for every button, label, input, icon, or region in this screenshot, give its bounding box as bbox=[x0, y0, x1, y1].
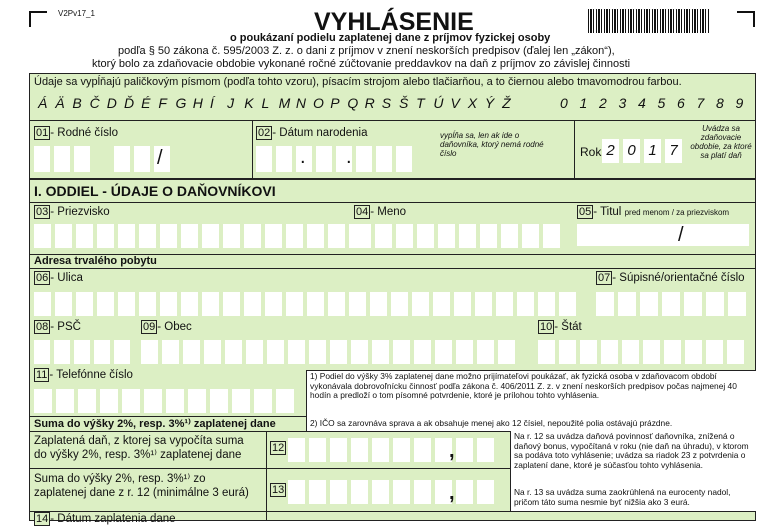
char-box[interactable] bbox=[417, 224, 434, 248]
char-box[interactable] bbox=[477, 480, 494, 504]
char-box[interactable] bbox=[244, 292, 261, 316]
sample-char: Š bbox=[398, 95, 409, 111]
surname-label: 03 - Priezvisko bbox=[36, 206, 110, 218]
char-box[interactable] bbox=[393, 480, 410, 504]
alphabet-sample bbox=[38, 95, 519, 113]
char-box[interactable] bbox=[330, 340, 347, 364]
char-box[interactable] bbox=[74, 146, 90, 172]
char-box[interactable] bbox=[640, 292, 658, 316]
footnote-1: 1) Podiel do výšky 3% zaplatenej dane možno prijímateľovi poukázať, ak fyzická osoba v zdaňovacom období vykonávala dobrovoľnícku činnosť podľa zákona č. 406/2011 Z. z. v znení neskorších predpisov počas najmenej 40 hodín a predloží o tom písomné potvrdenie, ktoré je prílohou tohto vyhlásenia. bbox=[310, 371, 737, 401]
char-box[interactable] bbox=[139, 224, 156, 248]
birth-date-field[interactable] bbox=[256, 146, 432, 172]
row12-comma: , bbox=[449, 440, 455, 462]
char-box[interactable] bbox=[435, 340, 452, 364]
sample-char: 8 bbox=[716, 95, 724, 111]
title-slash: / bbox=[678, 224, 684, 246]
house-number-field[interactable] bbox=[596, 292, 752, 316]
sample-char: T bbox=[416, 95, 425, 111]
sample-char: L bbox=[261, 95, 270, 111]
char-box[interactable] bbox=[166, 389, 184, 413]
address-heading: Adresa trvalého pobytu bbox=[34, 255, 157, 267]
char-box[interactable] bbox=[309, 438, 326, 462]
country-field[interactable] bbox=[538, 340, 752, 364]
char-box[interactable] bbox=[160, 224, 177, 248]
char-box[interactable] bbox=[134, 146, 150, 172]
char-box[interactable] bbox=[288, 438, 305, 462]
char-box[interactable] bbox=[276, 389, 294, 413]
char-box[interactable] bbox=[97, 224, 114, 248]
sample-char: Ä bbox=[55, 95, 65, 111]
char-box[interactable] bbox=[475, 292, 492, 316]
year-note: Uvádza sa zdaňovacie obdobie, za ktoré sa platí daň bbox=[690, 124, 752, 160]
char-box[interactable] bbox=[728, 292, 746, 316]
char-box[interactable] bbox=[664, 340, 681, 364]
char-box[interactable] bbox=[162, 340, 179, 364]
char-box[interactable] bbox=[286, 224, 303, 248]
sum-heading: Suma do výšky 2%, resp. 3%¹⁾ zaplatenej dane bbox=[34, 418, 276, 430]
char-box[interactable] bbox=[684, 292, 702, 316]
form-subtitle: o poukázaní podielu zaplatenej dane z príjmov fyzickej osoby bbox=[230, 32, 551, 44]
char-box[interactable] bbox=[643, 340, 660, 364]
sample-char: B bbox=[72, 95, 82, 111]
note-row12: Na r. 12 sa uvádza daňová povinnosť daňovníka, znížená o daňový bonus, vypočítaná v roku (nie daň na úhradu), v ktorom sa podáva toto vyhlásenie; uvádza sa riadok 23 z potvrdenia o zaplatení dane, ktoré je súčasťou tohto vyhlásenia. bbox=[514, 431, 749, 470]
sample-char: X bbox=[467, 95, 478, 111]
house-number-label: 07 - Súpisné/orientačné číslo bbox=[598, 272, 745, 284]
birth-number-field[interactable] bbox=[34, 146, 244, 172]
char-box[interactable] bbox=[456, 438, 473, 462]
char-box[interactable] bbox=[580, 340, 597, 364]
title-field[interactable] bbox=[577, 224, 749, 246]
birth-number-slash: / bbox=[157, 147, 163, 169]
char-box[interactable] bbox=[56, 389, 74, 413]
char-box[interactable] bbox=[538, 292, 555, 316]
char-box[interactable] bbox=[354, 224, 371, 248]
phone-label: 11 - Telefónne číslo bbox=[36, 369, 133, 381]
year-label: Rok bbox=[580, 145, 602, 159]
char-box[interactable] bbox=[54, 146, 70, 172]
char-box[interactable] bbox=[76, 292, 93, 316]
char-box[interactable] bbox=[480, 224, 497, 248]
sample-char: Q bbox=[347, 95, 359, 111]
char-box[interactable] bbox=[34, 292, 51, 316]
char-box[interactable] bbox=[55, 224, 72, 248]
char-box[interactable] bbox=[706, 292, 724, 316]
char-box[interactable] bbox=[160, 292, 177, 316]
surname-field[interactable] bbox=[34, 224, 370, 248]
sample-char: Ď bbox=[123, 95, 135, 111]
char-box[interactable] bbox=[256, 146, 272, 172]
char-box[interactable] bbox=[559, 340, 576, 364]
char-box[interactable] bbox=[97, 292, 114, 316]
char-box[interactable] bbox=[414, 438, 431, 462]
char-box[interactable] bbox=[438, 224, 455, 248]
char-box[interactable] bbox=[232, 389, 250, 413]
row13-label: Suma do výšky 2%, resp. 3%¹⁾ zo zaplatenej dane z r. 12 (minimálne 3 eurá) bbox=[34, 473, 249, 499]
char-box[interactable] bbox=[596, 292, 614, 316]
city-label: 09 - Obec bbox=[143, 321, 192, 333]
char-box[interactable] bbox=[456, 480, 473, 504]
date-dot-2: . bbox=[346, 146, 352, 168]
char-box[interactable] bbox=[414, 340, 431, 364]
sample-char: R bbox=[364, 95, 375, 111]
char-box[interactable] bbox=[225, 340, 242, 364]
char-box[interactable] bbox=[351, 438, 368, 462]
char-box[interactable] bbox=[459, 224, 476, 248]
char-box[interactable] bbox=[559, 292, 576, 316]
row12-amount-field[interactable] bbox=[288, 438, 506, 462]
char-box[interactable] bbox=[376, 146, 392, 172]
char-box[interactable] bbox=[74, 340, 90, 364]
char-box[interactable] bbox=[396, 224, 413, 248]
sample-char: Ý bbox=[484, 95, 495, 111]
first-name-label: 04 - Meno bbox=[356, 206, 407, 218]
char-box[interactable] bbox=[396, 146, 412, 172]
year-field[interactable] bbox=[602, 139, 686, 163]
char-box[interactable] bbox=[254, 389, 272, 413]
postal-code-field[interactable] bbox=[34, 340, 134, 364]
birth-date-note: vypĺňa sa, len ak ide o daňovníka, ktorý nemá rodné číslo bbox=[440, 131, 544, 158]
char-box[interactable] bbox=[372, 340, 389, 364]
corner-mark-left bbox=[29, 11, 47, 27]
char-box[interactable] bbox=[78, 389, 96, 413]
sample-char: Č bbox=[89, 95, 100, 111]
form-title: VYHLÁSENIE bbox=[314, 8, 474, 36]
char-box[interactable] bbox=[276, 146, 292, 172]
char-box[interactable] bbox=[501, 224, 518, 248]
sample-char: P bbox=[330, 95, 340, 111]
char-box[interactable] bbox=[391, 292, 408, 316]
char-box[interactable] bbox=[244, 224, 261, 248]
section-header bbox=[30, 178, 755, 203]
char-box[interactable] bbox=[114, 340, 130, 364]
sample-char: D bbox=[106, 95, 117, 111]
city-field[interactable] bbox=[141, 340, 531, 364]
char-box[interactable] bbox=[307, 224, 324, 248]
char-box[interactable] bbox=[265, 224, 282, 248]
char-box[interactable] bbox=[351, 480, 368, 504]
first-name-field[interactable] bbox=[354, 224, 566, 248]
note-row13: Na r. 13 sa uvádza suma zaokrúhlená na eurocenty nadol, pričom táto suma nesmie byť nižšia ako 3 eurá. bbox=[514, 487, 731, 507]
char-box[interactable] bbox=[685, 340, 702, 364]
char-box[interactable] bbox=[330, 480, 347, 504]
char-box[interactable] bbox=[622, 340, 639, 364]
sample-char: 6 bbox=[677, 95, 685, 111]
char-box[interactable] bbox=[477, 438, 494, 462]
section-title: I. ODDIEL - ÚDAJE O DAŇOVNÍKOVI bbox=[34, 183, 276, 199]
char-box[interactable] bbox=[223, 292, 240, 316]
char-box[interactable] bbox=[265, 292, 282, 316]
char-box[interactable] bbox=[309, 340, 326, 364]
char-box[interactable] bbox=[100, 389, 118, 413]
char-box[interactable] bbox=[316, 146, 332, 172]
birth-date-label: 02 - Dátum narodenia bbox=[258, 127, 368, 139]
year-digit[interactable]: 1 bbox=[644, 139, 661, 163]
barcode bbox=[588, 9, 710, 33]
form-code: V2Pv17_1 bbox=[58, 9, 95, 18]
footnotes-box bbox=[306, 370, 756, 431]
phone-field[interactable] bbox=[34, 389, 302, 413]
char-box[interactable] bbox=[188, 389, 206, 413]
char-box[interactable] bbox=[202, 292, 219, 316]
char-box[interactable] bbox=[456, 340, 473, 364]
char-box[interactable] bbox=[309, 480, 326, 504]
sample-char: Ž bbox=[502, 95, 511, 111]
sample-char: K bbox=[244, 95, 254, 111]
char-box[interactable] bbox=[223, 224, 240, 248]
char-box[interactable] bbox=[122, 389, 140, 413]
char-box[interactable] bbox=[393, 438, 410, 462]
char-box[interactable] bbox=[288, 340, 305, 364]
sample-char: S bbox=[381, 95, 392, 111]
char-box[interactable] bbox=[601, 340, 618, 364]
sum-notes-box bbox=[510, 431, 756, 511]
char-box[interactable] bbox=[372, 480, 389, 504]
birth-number-label: 01 - Rodné číslo bbox=[36, 127, 119, 139]
id-row bbox=[30, 120, 755, 178]
payment-date-label: 14 - Dátum zaplatenia dane bbox=[36, 513, 176, 525]
row12-number: 12 bbox=[272, 442, 285, 454]
char-box[interactable] bbox=[181, 292, 198, 316]
sample-char: H bbox=[192, 95, 203, 111]
char-box[interactable] bbox=[330, 438, 347, 462]
char-box[interactable] bbox=[414, 480, 431, 504]
char-box[interactable] bbox=[286, 292, 303, 316]
char-box[interactable] bbox=[114, 146, 130, 172]
char-box[interactable] bbox=[94, 340, 110, 364]
char-box[interactable] bbox=[204, 340, 221, 364]
street-label: 06 - Ulica bbox=[36, 272, 83, 284]
sample-char: 9 bbox=[735, 95, 744, 111]
title-label: 05 - Titul pred menom / za priezviskom bbox=[579, 206, 730, 218]
row13-comma: , bbox=[449, 482, 455, 504]
char-box[interactable] bbox=[706, 340, 723, 364]
char-box[interactable] bbox=[662, 292, 680, 316]
char-box[interactable] bbox=[477, 340, 494, 364]
char-box[interactable] bbox=[454, 292, 471, 316]
sample-char: G bbox=[175, 95, 187, 111]
char-box[interactable] bbox=[139, 292, 156, 316]
char-box[interactable] bbox=[181, 224, 198, 248]
char-box[interactable] bbox=[538, 340, 555, 364]
sample-char: 2 bbox=[599, 95, 607, 111]
char-box[interactable] bbox=[543, 224, 560, 248]
char-box[interactable] bbox=[307, 292, 324, 316]
row12-label: Zaplatená daň, z ktorej sa vypočíta suma do výšky 2%, resp. 3%¹⁾ zaplatenej dane bbox=[34, 435, 244, 461]
char-box[interactable] bbox=[76, 224, 93, 248]
char-box[interactable] bbox=[412, 292, 429, 316]
char-box[interactable] bbox=[202, 224, 219, 248]
char-box[interactable] bbox=[328, 292, 345, 316]
street-field[interactable] bbox=[34, 292, 574, 316]
char-box[interactable] bbox=[210, 389, 228, 413]
char-box[interactable] bbox=[496, 292, 513, 316]
row13-amount-field[interactable] bbox=[288, 480, 506, 504]
sample-char: J bbox=[227, 95, 235, 111]
char-box[interactable] bbox=[727, 340, 744, 364]
sample-char: V bbox=[450, 95, 460, 111]
char-box[interactable] bbox=[34, 340, 50, 364]
char-box[interactable] bbox=[55, 292, 72, 316]
char-box[interactable] bbox=[118, 292, 135, 316]
char-box[interactable] bbox=[393, 340, 410, 364]
char-box[interactable] bbox=[351, 340, 368, 364]
law-reference: podľa § 50 zákona č. 595/2003 Z. z. o dani z príjmov v znení neskorších predpisov (ďalej len „zákon“), bbox=[118, 45, 615, 57]
char-box[interactable] bbox=[433, 292, 450, 316]
country-label: 10 - Štát bbox=[540, 321, 582, 333]
corner-mark-right bbox=[737, 11, 755, 27]
sample-char: É bbox=[141, 95, 151, 111]
form-body bbox=[29, 73, 756, 525]
char-box[interactable] bbox=[34, 224, 51, 248]
row13-number: 13 bbox=[272, 484, 285, 496]
char-box[interactable] bbox=[141, 340, 158, 364]
char-box[interactable] bbox=[372, 438, 389, 462]
year-digit[interactable]: 2 bbox=[602, 139, 619, 163]
sample-char: 0 bbox=[560, 95, 568, 111]
address-divider-2 bbox=[30, 268, 755, 269]
sample-char: F bbox=[158, 95, 167, 111]
char-box[interactable] bbox=[118, 224, 135, 248]
footnote-2: 2) IČO sa zarovnáva sprava a ak obsahuje menej ako 12 čísiel, nepoužité polia ostávajú prázdne. bbox=[310, 418, 673, 428]
char-box[interactable] bbox=[54, 340, 70, 364]
sample-char: M bbox=[278, 95, 291, 111]
sample-char: 7 bbox=[696, 95, 705, 111]
instructions-text: Údaje sa vypĺňajú paličkovým písmom (podľa tohto vzoru), písacím strojom alebo tlačiarňou, a to čiernou alebo tmavomodrou farbou. bbox=[34, 76, 682, 88]
char-box[interactable] bbox=[328, 224, 345, 248]
char-box[interactable] bbox=[246, 340, 263, 364]
date-dot-1: . bbox=[300, 146, 306, 168]
char-box[interactable] bbox=[618, 292, 636, 316]
year-digit[interactable]: 7 bbox=[665, 139, 682, 163]
digits-sample bbox=[560, 95, 755, 113]
char-box[interactable] bbox=[498, 340, 515, 364]
char-box[interactable] bbox=[517, 292, 534, 316]
char-box[interactable] bbox=[522, 224, 539, 248]
char-box[interactable] bbox=[375, 224, 392, 248]
year-digit[interactable]: 0 bbox=[623, 139, 640, 163]
sample-char: N bbox=[295, 95, 306, 111]
char-box[interactable] bbox=[183, 340, 200, 364]
char-box[interactable] bbox=[144, 389, 162, 413]
row-divider bbox=[30, 468, 510, 469]
char-box[interactable] bbox=[349, 292, 366, 316]
char-box[interactable] bbox=[288, 480, 305, 504]
postal-code-label: 08 - PSČ bbox=[36, 321, 81, 333]
sample-char: Á bbox=[38, 95, 48, 111]
sample-char: 5 bbox=[657, 95, 666, 111]
char-box[interactable] bbox=[356, 146, 372, 172]
period-line: ktorý bolo za zdaňovacie obdobie vykonané ročné zúčtovanie preddavkov na daň z príjmov zo závislej činnosti bbox=[92, 58, 631, 70]
sample-char: 3 bbox=[618, 95, 627, 111]
char-box[interactable] bbox=[34, 146, 50, 172]
char-box[interactable] bbox=[267, 340, 284, 364]
sample-char: Í bbox=[209, 95, 214, 111]
char-box[interactable] bbox=[370, 292, 387, 316]
sample-char: 1 bbox=[579, 95, 588, 111]
sample-char: 4 bbox=[638, 95, 646, 111]
sample-char: Ú bbox=[433, 95, 444, 111]
sample-char: O bbox=[313, 95, 324, 111]
char-box[interactable] bbox=[34, 389, 52, 413]
